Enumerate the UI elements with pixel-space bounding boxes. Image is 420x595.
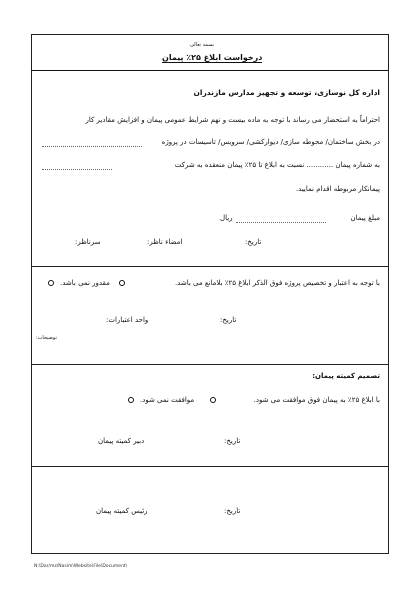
- credit-unit-label: واحد اعتبارات:: [106, 316, 149, 324]
- section-separator-1: [31, 266, 389, 267]
- file-path-footer: N:\Dar/mz/Nasim\Website\File\Document\: [34, 564, 128, 569]
- committee-date-label-2: تاریخ:: [224, 507, 241, 515]
- form-border: [31, 34, 389, 554]
- company-name-field: [42, 169, 112, 170]
- intro-line-1: احتراماً به استحضار می رساند با توجه به ماده بیست و نهم شرایط عمومی پیمان و افزایش مقادیر کار: [85, 116, 380, 124]
- credit-approve-radio[interactable]: [119, 280, 125, 286]
- project-name-field: [42, 146, 142, 147]
- committee-secretary-label: دبیر کمیته پیمان: [98, 437, 145, 445]
- intro-line-4: پیمانکار مربوطه اقدام نمایید.: [295, 185, 380, 193]
- committee-statement: با ابلاغ ۲۵٪ به پیمان فوق موافقت می شود.: [253, 396, 380, 404]
- intro-line-3: به شماره پیمان ............ نسبت به ابلاغ تا ۲۵٪ پیمان منعقده به شرکت: [174, 161, 380, 169]
- committee-head-label: رئیس کمیته پیمان: [96, 507, 148, 515]
- credit-date-label: تاریخ:: [220, 316, 237, 324]
- amount-field: [236, 222, 326, 223]
- amount-unit: ریال: [220, 214, 233, 222]
- header-label: بسمه تعالی: [190, 42, 215, 48]
- committee-deny-radio[interactable]: [128, 397, 134, 403]
- intro-line-2: در بخش ساختمان/ محوطه سازی/ دیوارکشی/ سرویس/ تاسیسات در پروژه: [161, 138, 380, 146]
- committee-date-label-1: تاریخ:: [224, 437, 241, 445]
- amount-label: مبلغ پیمان: [350, 214, 380, 222]
- recipient-line: اداره کل نوسازی، توسعه و تجهیز مدارس مازندران: [193, 88, 380, 97]
- committee-deny-label: موافقت نمی شود.: [140, 396, 195, 404]
- supervisor-signature-label: امضاء ناظر:: [147, 238, 183, 246]
- section-separator-3: [31, 466, 389, 467]
- credit-deny-radio[interactable]: [48, 280, 54, 286]
- title-separator: [31, 70, 389, 71]
- chief-supervisor-label: سرناظر:: [75, 238, 101, 246]
- committee-approve-radio[interactable]: [210, 397, 216, 403]
- credit-deny-label: مقدور نمی باشد.: [60, 279, 110, 287]
- committee-heading: تصمیم کمیته پیمان:: [312, 372, 380, 380]
- section-separator-2: [31, 364, 389, 365]
- notes-label: توضیحات:: [36, 335, 57, 341]
- form-title: درخواست ابلاغ ۲۵٪ پیمان: [162, 53, 263, 62]
- credit-statement: با توجه به اعتبار و تخصیص پروژه فوق الذکر ابلاغ ۲۵٪ بلامانع می باشد.: [174, 279, 380, 287]
- signature-date-label: تاریخ:: [245, 238, 262, 246]
